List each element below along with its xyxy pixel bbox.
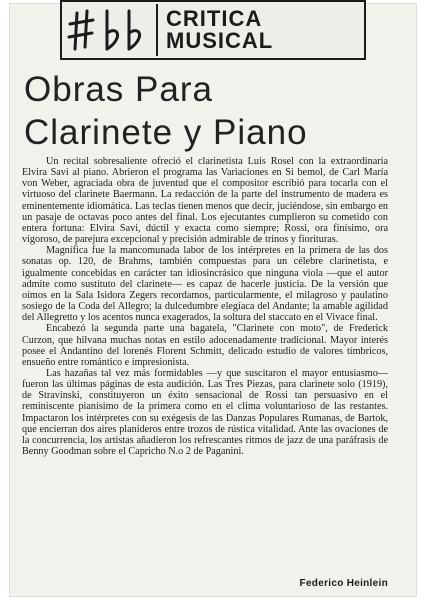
author-byline: Federico Heinlein <box>299 578 388 589</box>
headline-line-2: Clarinete y Piano <box>24 113 308 152</box>
article-paragraph: Las hazañas tal vez más formidables —y que suscitaron el mayor entusiasmo— fueron las últimas páginas de esta audición. Las Tres Piezas, para clarinete solo (1919), de Stravinski, constituyeron un éxito sensacional de Rossi tan persuasivo en el reminiscente pianísimo de la primera como en el clima voluntarioso de las restantes. Impactaron los intérpretes con su exégesis de las Danzas Populares Rumanas, de Bartok, que encierran dos aires planideros entre trozos de rústica vitalidad. Ante las ovaciones de la concurrencia, los artistas añadieron los refrescantes ritmos de jazz de una paráfrasis de Benny Goodman sobre el Capricho N.o 2 de Paganini. <box>22 367 388 458</box>
section-title <box>158 8 273 52</box>
article-paragraph: Magnífica fue la mancomunada labor de los intérpretes en la primera de las dos sonatas op. 120, de Brahms, también compuestas para un célebre clarinetista, e igualmente concebidas en carácter tan idiosincrásico que ninguna viola —que el autor admite como sustituto del clarinete— es capaz de hacerle justicia. De la versión que oímos en la Sala Isidora Zegers recordamos, particularmente, el milagroso y paulatino sosiego de la Coda del Allegro; la dulcedumbre elegíaca del Andante; la amable agilidad del Allegretto y los acentos nunca exagerados, la soltura del staccato en el Vivace final. <box>22 245 388 324</box>
article-paragraph: Encabezó la segunda parte una bagatela, "Clarinete con moto", de Frederick Curzon, que hilvana muchas notas en estilo adocenadamente tradicional. Mayor interés posee el Andantino del lorenés Florent Schmitt, delicado estudio de valores tímbricos, ensueño entre romántico e impresionista. <box>22 323 388 368</box>
article-headline <box>24 68 404 154</box>
section-title-line-1: CRITICA <box>166 6 263 31</box>
section-title-line-2: MUSICAL <box>166 28 274 53</box>
article-body <box>22 156 388 457</box>
headline-line-1: Obras Para <box>24 70 213 109</box>
article-paragraph: Un recital sobresaliente ofreció el clarinetista Luis Rosel con la extraordinaria Elvira Savi al piano. Abrieron el programa las Variaciones en Si bemol, de Carl María von Weber, agraciada obra de juventud que el compositor escribió para tocarla con el virtuoso del clarinete Baermann. La redacción de la parte del instrumento de madera es eminentemente idiomática. Las teclas tienen menos que decir, juciéndose, sin embargo en un pasaje de octavas poco antes del final. Los ejecutantes cumplieron su cometido con entera fortuna: Elvira Savi, dúctil y exacta como siempre; Rossi, ora finísimo, ora vigoroso, de parejura excepcional y precisión admirable de trinos y fiorituras. <box>22 156 388 246</box>
column-masthead <box>60 0 366 60</box>
sharp-flat-logo-icon <box>67 7 151 53</box>
column-logo <box>62 4 158 56</box>
